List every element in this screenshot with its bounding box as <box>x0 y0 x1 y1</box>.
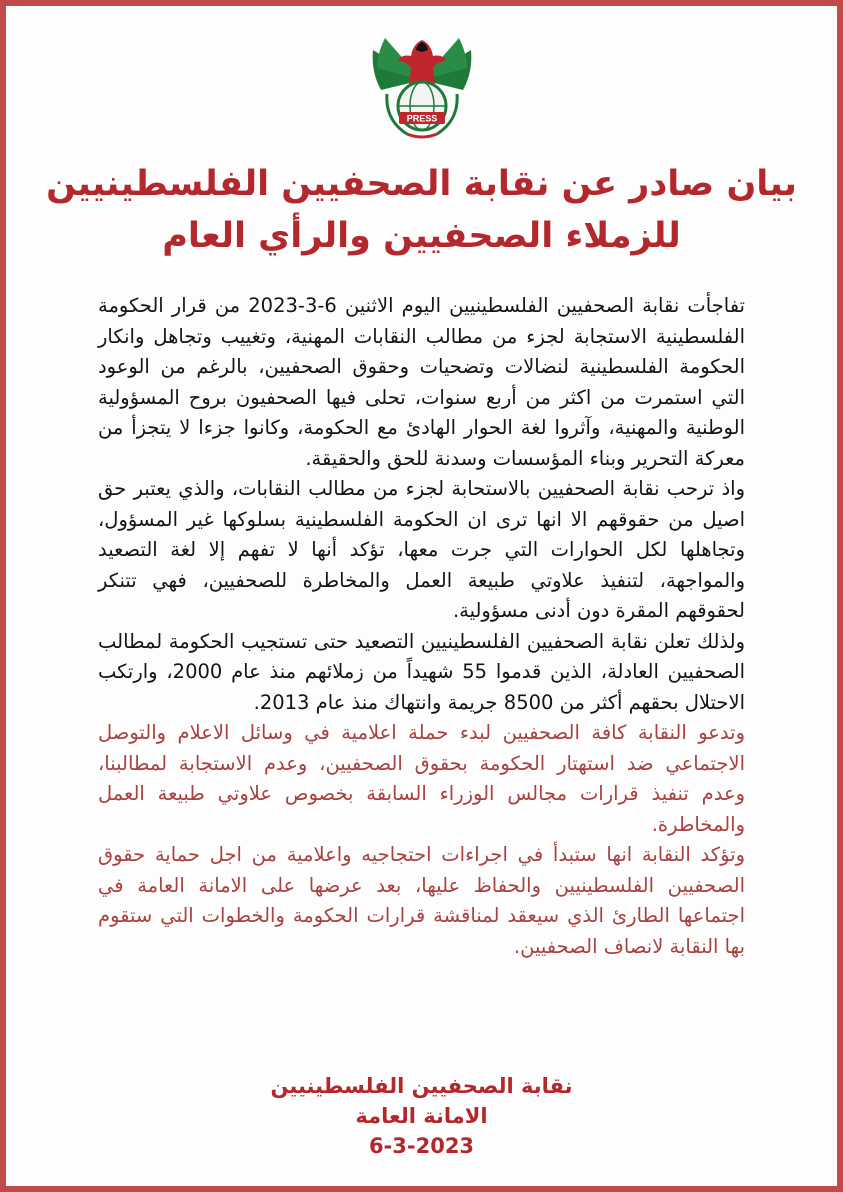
signature-org: نقابة الصحفيين الفلسطينيين <box>270 1074 573 1098</box>
paragraph-4: وتدعو النقابة كافة الصحفيين لبدء حملة اعلامية في وسائل الاعلام والتوصل الاجتماعي ضد استهتار الحكومة بحقوق الصحفيين، وعدم الاستجابة لمطالبنا، وعدم تنفيذ قرارات مجالس الوزراء السابقة بخصوص علاوتي طبيعة العمل والمخاطرة. <box>98 721 745 836</box>
signature-date: 6-3-2023 <box>368 1134 475 1158</box>
signature-block <box>6 1071 837 1161</box>
title-line-2: للزملاء الصحفيين والرأي العام <box>162 216 681 256</box>
signature-dept: الامانة العامة <box>355 1104 488 1128</box>
logo-text: PRESS <box>406 113 437 124</box>
syndicate-logo-icon <box>367 32 477 144</box>
statement-body <box>98 291 745 962</box>
paragraph-2: واذ ترحب نقابة الصحفيين بالاستحابة لجزء من مطالب النقابات، والذي يعتبر حق اصيل من حقوقهم الا انها ترى ان الحكومة الفلسطينية بسلوكها غير المسؤول، وتجاهلها لكل الحوارات التي جرت معها، تؤكد أنها لا تفهم إلا لغة التصعيد والمواجهة، لتنفيذ علاوتي طبيعة العمل والمخاطرة للصحفيين، فهي تتنكر لحقوقهم المقرة دون أدنى مسؤولية. <box>98 477 745 622</box>
title-line-1: بيان صادر عن نقابة الصحفيين الفلسطينيين <box>46 164 797 204</box>
paragraph-1: تفاجأت نقابة الصحفيين الفلسطينيين اليوم الاثنين 6-3-2023 من قرار الحكومة الفلسطينية الاستجابة لجزء من مطالب النقابات المهنية، وتغييب وتجاهل وانكار الحكومة الفلسطينية لنضالات وتضحيات وحقوق الصحفيين، بالرغم من الوعود التي استمرت من اكثر من أربع سنوات، تحلى فيها الصحفيون بروح المسؤولية الوطنية والمهنية، وآثروا لغة الحوار الهادئ مع الحكومة، وكانوا جزءا لا يتجزأ من معركة التحرير وبناء المؤسسات وسدنة للحق والحقيقة. <box>98 294 745 470</box>
paragraph-3: ولذلك تعلن نقابة الصحفيين الفلسطينيين التصعيد حتى تستجيب الحكومة لمطالب الصحفيين العادلة، الذين قدموا 55 شهيداً من زملائهم منذ عام 2000، وارتكب الاحتلال بحقهم أكثر من 8500 جريمة وانتهاك منذ عام 2013. <box>98 629 745 714</box>
paragraph-5: وتؤكد النقابة انها ستبدأ في اجراءات احتجاجيه واعلامية من اجل حماية حقوق الصحفيين الفلسطينيين والحفاظ عليها، بعد عرضها على الامانة العامة في اجتماعها الطارئ الذي سيعقد لمناقشة قرارات الحكومة والخطوات التي ستقوم بها النقابة لانصاف الصحفيين. <box>98 843 745 958</box>
statement-title <box>46 158 797 262</box>
